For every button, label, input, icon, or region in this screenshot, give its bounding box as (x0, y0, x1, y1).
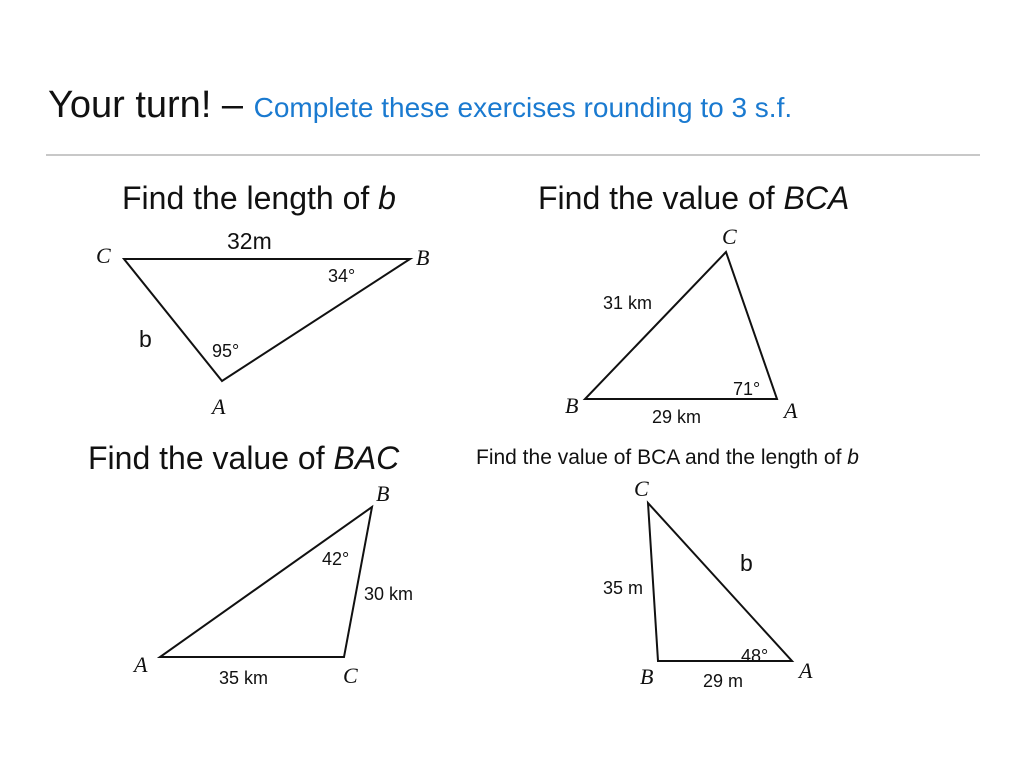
q4-triangle (648, 503, 792, 661)
title-main: Your turn! – (48, 84, 254, 126)
q4-vertex-b: B (640, 664, 654, 689)
q3-triangle-figure (132, 481, 413, 688)
q4-vertex-c: C (634, 476, 649, 501)
q3-heading-text: Find the value of (88, 440, 334, 476)
q4-side-b-label: b (740, 550, 753, 576)
q1-angle-a-label: 95° (212, 341, 240, 361)
q4-heading-text: Find the value of BCA and the length of (476, 446, 848, 469)
q1-heading-variable: b (378, 180, 396, 216)
q2-vertex-a: A (784, 398, 798, 423)
q3-angle-b-label: 42° (322, 549, 350, 569)
q1-vertex-b: B (416, 245, 430, 270)
q2-side-ba-label: 29 km (652, 407, 702, 427)
q4-vertex-a: A (799, 658, 813, 683)
q2-heading-variable: BCA (783, 180, 850, 216)
q3-triangle (160, 507, 372, 657)
q4-heading-variable: b (847, 446, 859, 469)
q3-vertex-b: B (376, 481, 390, 506)
q1-vertex-a: A (212, 394, 226, 419)
q4-side-ba-label: 29 m (703, 671, 744, 691)
q4-angle-a-label: 48° (741, 646, 769, 666)
q1-vertex-c: C (96, 243, 111, 268)
q1-side-b-label: b (139, 326, 152, 352)
q3-side-bc-label: 30 km (364, 584, 414, 604)
q4-triangle-figure (603, 476, 813, 691)
q2-triangle-figure (565, 224, 798, 427)
q4-side-cb-label: 35 m (603, 578, 644, 598)
q3-side-ac-label: 35 km (219, 668, 269, 688)
q2-side-cb-label: 31 km (603, 293, 653, 313)
q2-heading-text: Find the value of (538, 180, 784, 216)
q3-vertex-c: C (343, 663, 358, 688)
q1-heading-text: Find the length of (122, 180, 379, 216)
q2-vertex-c: C (722, 224, 737, 249)
q1-side-cb-label: 32m (227, 228, 272, 254)
q1-triangle (124, 259, 410, 381)
title-subtitle: Complete these exercises rounding to 3 s.f. (253, 92, 793, 123)
q2-angle-a-label: 71° (733, 379, 761, 399)
q3-heading-variable: BAC (333, 440, 400, 476)
q1-triangle-figure (96, 228, 429, 419)
q1-angle-b-label: 34° (328, 266, 356, 286)
q3-vertex-a: A (134, 652, 148, 677)
q2-vertex-b: B (565, 393, 579, 418)
q2-triangle (585, 252, 777, 399)
